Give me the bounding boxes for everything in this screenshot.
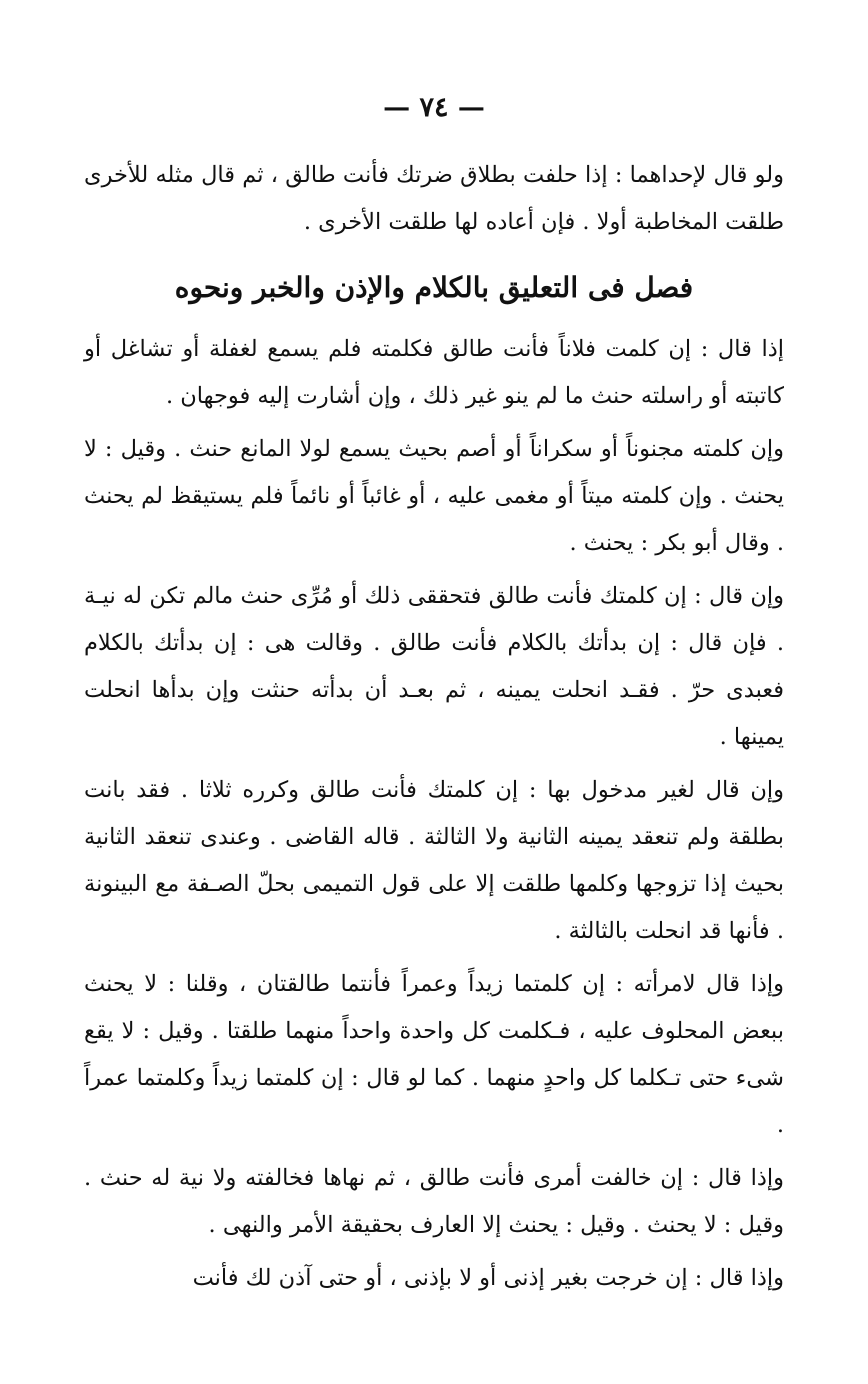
section-heading: فصل فى التعليق بالكلام والإذن والخبر ونحوه — [174, 271, 694, 304]
page-number: — ٧٤ — — [383, 92, 485, 123]
paragraph: وإذا قال لامرأته : إن كلمتما زيداً وعمراً فأنتما طالقتان ، وقلنا : لا يحنث ببعض المحلوف عليه ، فـكلمت كل واحدة واحداً منهما طلقتا . وقيل : لا يقع شىء حتى تـكلما كل واحدٍ منهما . كما لو قال : إن كلمتما زيداً وكلمتما عمراً . — [84, 971, 784, 1138]
paragraph: وإذا قال : إن خرجت بغير إذنى أو لا بإذنى ، أو حتى آذن لك فأنت — [192, 1265, 784, 1291]
paragraph: وإذا قال : إن خالفت أمرى فأنت طالق ، ثم نهاها فخالفته ولا نية له حنث . وقيل : لا يحنث . وقيل : يحنث إلا العارف بحقيقة الأمر والنهى . — [84, 1165, 784, 1238]
paragraph: وإن قال لغير مدخول بها : إن كلمتك فأنت طالق وكرره ثلاثا . فقد بانت بطلقة ولم تنعقد يمينه الثانية ولا الثالثة . قاله القاضى . وعندى تنعقد الثانية بحيث إذا تزوجها وكلمها طلقت إلا على قول التميمى بحلّ الصـفة مع البينونة . فأنها قد انحلت بالثالثة . — [84, 777, 784, 944]
paragraph: وإن كلمته مجنوناً أو سكراناً أو أصم بحيث يسمع لولا المانع حنث . وقيل : لا يحنث . وإن كلمته ميتاً أو مغمى عليه ، أو غائباً أو نائماً فلم يستيقظ لم يحنث . وقال أبو بكر : يحنث . — [84, 436, 784, 556]
paragraph: إذا قال : إن كلمت فلاناً فأنت طالق فكلمته فلم يسمع لغفلة أو تشاغل أو كاتبته أو راسلته حنث ما لم ينو غير ذلك ، وإن أشارت إليه فوجهان . — [84, 336, 784, 409]
page-body — [84, 152, 784, 1302]
intro-paragraph: ولو قال لإحداهما : إذا حلفت بطلاق ضرتك فأنت طالق ، ثم قال مثله للأخرى طلقت المخاطبة أولا . فإن أعاده لها طلقت الأخرى . — [84, 162, 784, 235]
paragraph: وإن قال : إن كلمتك فأنت طالق فتحققى ذلك أو مُرِّى حنث مالم تكن له نيـة . فإن قال : إن بدأتك بالكلام فأنت طالق . وقالت هى : إن بدأتك بالكلام فعبدى حرّ . فقـد انحلت يمينه ، ثم بعـد أن بدأته حنثت وإن بدأها انحلت يمينها . — [84, 583, 784, 750]
